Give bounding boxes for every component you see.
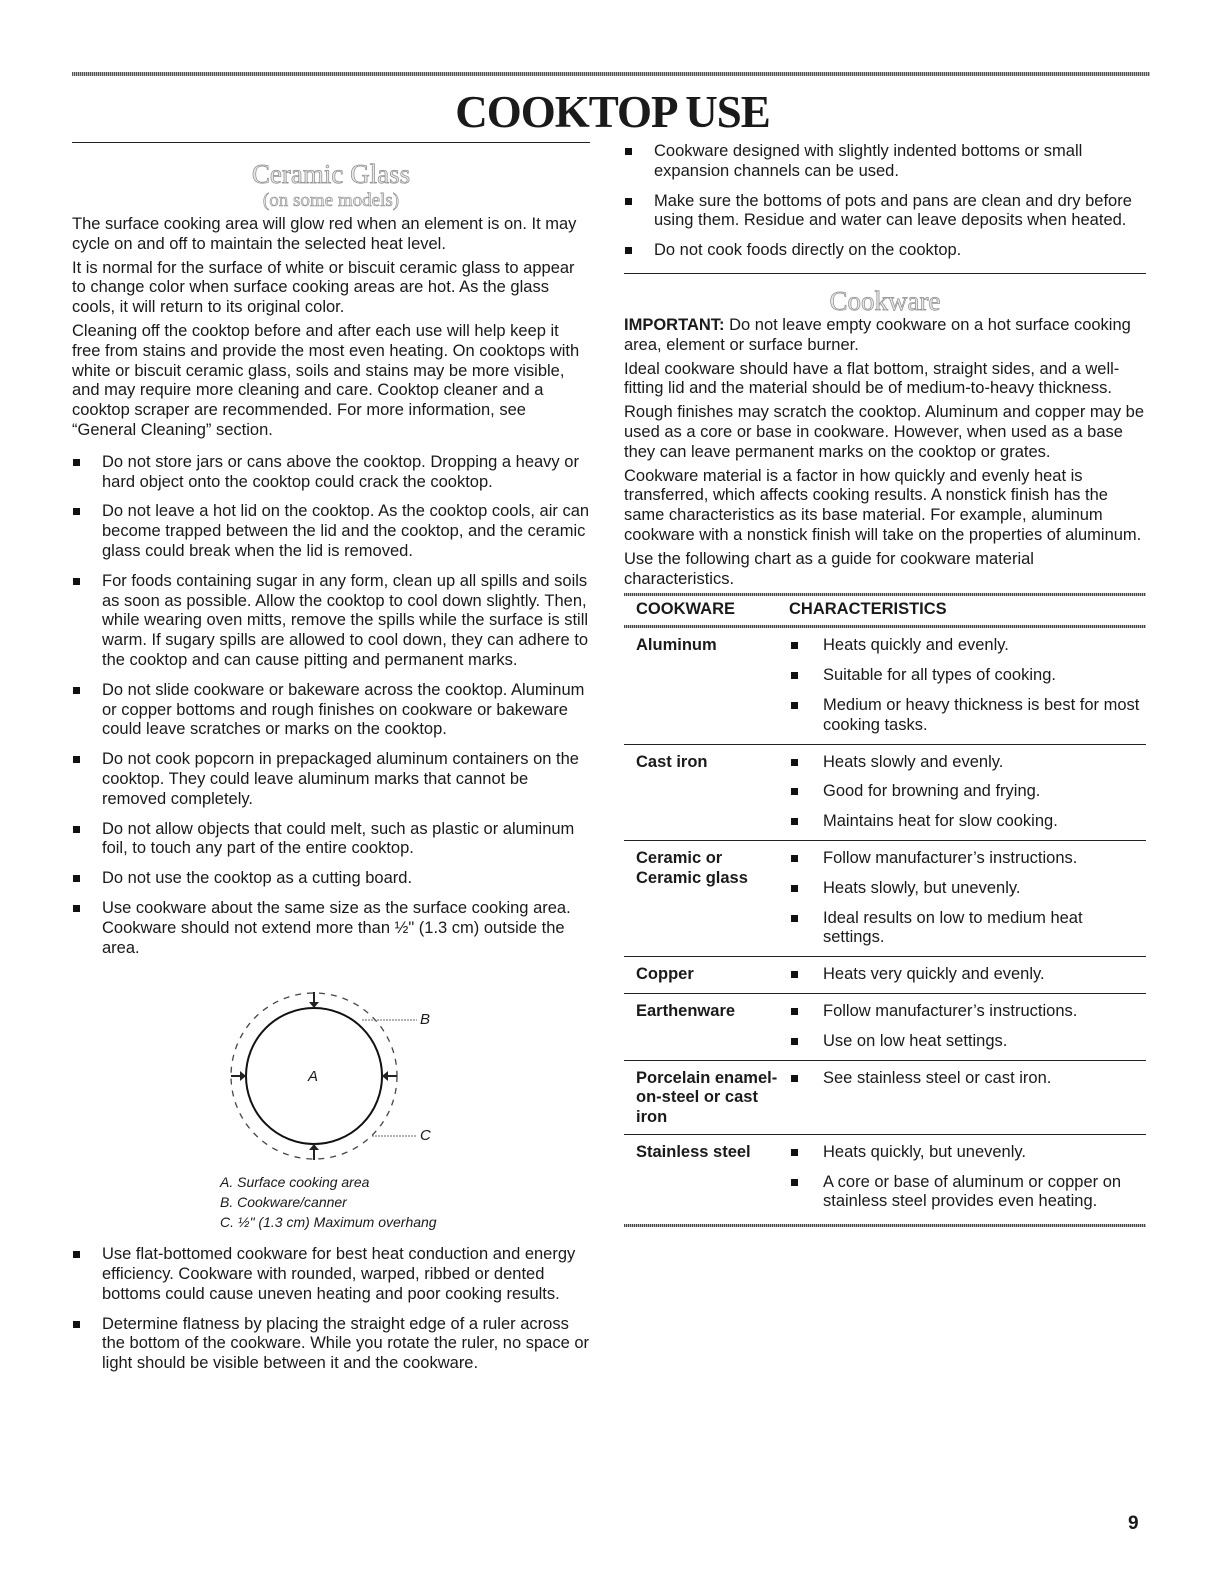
header-characteristics: CHARACTERISTICS: [789, 600, 947, 619]
characteristics-cell: [789, 753, 1146, 834]
cookware-name: Porcelain enamel-on-steel or cast iron: [636, 1068, 778, 1127]
list-item: Do not store jars or cans above the cooktop. Dropping a heavy or hard object onto the cooktop could crack the cooktop.: [72, 453, 590, 493]
characteristics-cell: [789, 1143, 1146, 1214]
list-item: Determine flatness by placing the straight edge of a ruler across the bottom of the cookware. While you rotate the ruler, no space or light should be visible between it and the cookware.: [72, 1315, 590, 1374]
table-header: [624, 596, 1146, 625]
table-row: [624, 957, 1146, 994]
paragraph: Cleaning off the cooktop before and after each use will help keep it free from stains and provide the most even heating. On cooktops with white or biscuit ceramic glass, soils and stains may be more visible, and may require more cleaning and care. Cooktop cleaner and a cooktop scraper are recommended. For more information, see “General Cleaning” section.: [72, 321, 580, 439]
section-title-cookware: Cookware: [829, 285, 941, 316]
list-item: Suitable for all types of cooking.: [789, 666, 1146, 686]
label-a: A: [308, 1068, 319, 1086]
table-row: [624, 994, 1146, 1061]
important-label: IMPORTANT:: [624, 315, 725, 334]
characteristics-cell: [789, 1069, 1146, 1128]
characteristics-list: [789, 965, 1146, 985]
table-row: [624, 841, 1146, 957]
top-bullet-list: [624, 142, 1146, 261]
cookware-name: Cast iron: [636, 752, 708, 771]
left-column: [72, 142, 590, 1384]
paragraph: Use the following chart as a guide for cookware material characteristics.: [624, 549, 1034, 588]
list-item: Do not cook popcorn in prepackaged aluminum containers on the cooktop. They could leave aluminum marks that cannot be removed completely.: [72, 750, 590, 809]
important-note: [624, 316, 1146, 356]
table-body: [624, 628, 1146, 1220]
caption-b: B. Cookware/canner: [220, 1194, 347, 1211]
characteristics-cell: [789, 1002, 1146, 1054]
list-item: Heats slowly, but unevenly.: [789, 879, 1146, 899]
section-title-ceramic-glass: Ceramic Glass: [251, 159, 411, 189]
list-item: Follow manufacturer’s instructions.: [789, 1002, 1146, 1022]
section-rule: [624, 273, 1146, 274]
paragraph: Cookware material is a factor in how quickly and evenly heat is transferred, which affects cooking results. A nonstick finish has the same characteristics as its base material. For example, aluminum cookware with a nonstick finish will take on the properties of aluminum.: [624, 466, 1142, 544]
cookware-name: Aluminum: [636, 636, 717, 655]
page-title: COOKTOP USE: [455, 87, 770, 137]
list-item: Do not leave a hot lid on the cooktop. As the cooktop cools, air can become trapped between the lid and the cooktop, and the ceramic glass could break when the lid is removed.: [72, 502, 590, 561]
table-bottom-rule: [624, 1224, 1146, 1227]
list-item: Do not use the cooktop as a cutting board.: [72, 869, 590, 889]
list-item: Cookware designed with slightly indented bottoms or small expansion channels can be used.: [624, 142, 1146, 182]
top-rule: [72, 72, 1150, 76]
list-item: For foods containing sugar in any form, clean up all spills and soils as soon as possible. Allow the cooktop to cool down slightly. Then, while wearing oven mitts, remove the spills while the surface is still warm. If sugary spills are allowed to cool down, they can adhere to the cooktop and can cause pitting and permanent marks.: [72, 572, 590, 671]
header-cookware: COOKWARE: [636, 600, 735, 619]
list-item: Follow manufacturer’s instructions.: [789, 849, 1146, 869]
diagram-drawing: [72, 968, 590, 1178]
list-item: Good for browning and frying.: [789, 782, 1146, 802]
list-item: Make sure the bottoms of pots and pans are clean and dry before using them. Residue and water can leave deposits when heated.: [624, 192, 1146, 232]
characteristics-list: [789, 636, 1146, 735]
list-item: A core or base of aluminum or copper on stainless steel provides even heating.: [789, 1173, 1146, 1213]
cookware-name: Copper: [636, 965, 694, 984]
characteristics-list: [789, 1069, 1146, 1089]
table-row: [624, 628, 1146, 744]
paragraph: Rough finishes may scratch the cooktop. Aluminum and copper may be used as a core or base in cookware. However, when used as a base they can leave permanent marks on the cooktop or grates.: [624, 403, 1145, 461]
list-item: Maintains heat for slow cooking.: [789, 812, 1146, 832]
list-item: Heats quickly and evenly.: [789, 636, 1146, 656]
table-row: [624, 1061, 1146, 1135]
cookware-table: [624, 593, 1146, 1227]
paragraph: Ideal cookware should have a flat bottom, straight sides, and a well-fitting lid and the material should be of medium-to-heavy thickness.: [624, 359, 1120, 398]
characteristics-list: [789, 1002, 1146, 1052]
caption-c: C. ½" (1.3 cm) Maximum overhang: [220, 1214, 437, 1231]
flatness-bullet-list: [72, 1245, 590, 1374]
list-item: Ideal results on low to medium heat settings.: [789, 909, 1146, 949]
characteristics-cell: [789, 849, 1146, 950]
list-item: Heats slowly and evenly.: [789, 753, 1146, 773]
list-item: Medium or heavy thickness is best for most cooking tasks.: [789, 696, 1146, 736]
paragraph: The surface cooking area will glow red when an element is on. It may cycle on and off to maintain the selected heat level.: [72, 215, 577, 253]
caption-a: A. Surface cooking area: [220, 1174, 370, 1191]
cookware-name: Earthenware: [636, 1001, 736, 1020]
table-row: [624, 1135, 1146, 1220]
label-c: C: [420, 1127, 431, 1145]
characteristics-list: [789, 753, 1146, 832]
section-rule: [72, 142, 590, 143]
table-row: [624, 745, 1146, 841]
list-item: Use cookware about the same size as the surface cooking area. Cookware should not extend more than ½" (1.3 cm) outside the area.: [72, 899, 590, 958]
section-subtitle: (on some models): [262, 190, 400, 211]
list-item: Heats very quickly and evenly.: [789, 965, 1146, 985]
cookware-overhang-diagram: [72, 968, 590, 1233]
label-b: B: [420, 1011, 431, 1029]
cookware-name: Ceramic or Ceramic glass: [636, 848, 748, 887]
ceramic-bullet-list: [72, 453, 590, 959]
list-item: Use on low heat settings.: [789, 1032, 1146, 1052]
characteristics-cell: [789, 636, 1146, 737]
important-text: Do not leave empty cookware on a hot surface cooking area, element or surface burner.: [624, 315, 1131, 354]
paragraph: It is normal for the surface of white or biscuit ceramic glass to appear to change color when surface cooking areas are hot. As the glass cools, it will return to its original color.: [72, 258, 575, 317]
characteristics-list: [789, 1143, 1146, 1212]
cookware-name: Stainless steel: [636, 1142, 751, 1161]
characteristics-list: [789, 849, 1146, 948]
list-item: Do not allow objects that could melt, such as plastic or aluminum foil, to touch any part of the entire cooktop.: [72, 820, 590, 860]
list-item: Use flat-bottomed cookware for best heat conduction and energy efficiency. Cookware with rounded, warped, ribbed or dented bottoms could cause uneven heating and poor cooking results.: [72, 1245, 590, 1304]
list-item: Heats quickly, but unevenly.: [789, 1143, 1146, 1163]
characteristics-cell: [789, 965, 1146, 987]
list-item: See stainless steel or cast iron.: [789, 1069, 1146, 1089]
list-item: Do not slide cookware or bakeware across the cooktop. Aluminum or copper bottoms and rough finishes on cookware or bakeware could leave scratches or marks on the cooktop.: [72, 681, 590, 740]
right-column: [624, 142, 1146, 1227]
page-number: 9: [1128, 1513, 1139, 1534]
list-item: Do not cook foods directly on the cooktop.: [624, 241, 1146, 261]
